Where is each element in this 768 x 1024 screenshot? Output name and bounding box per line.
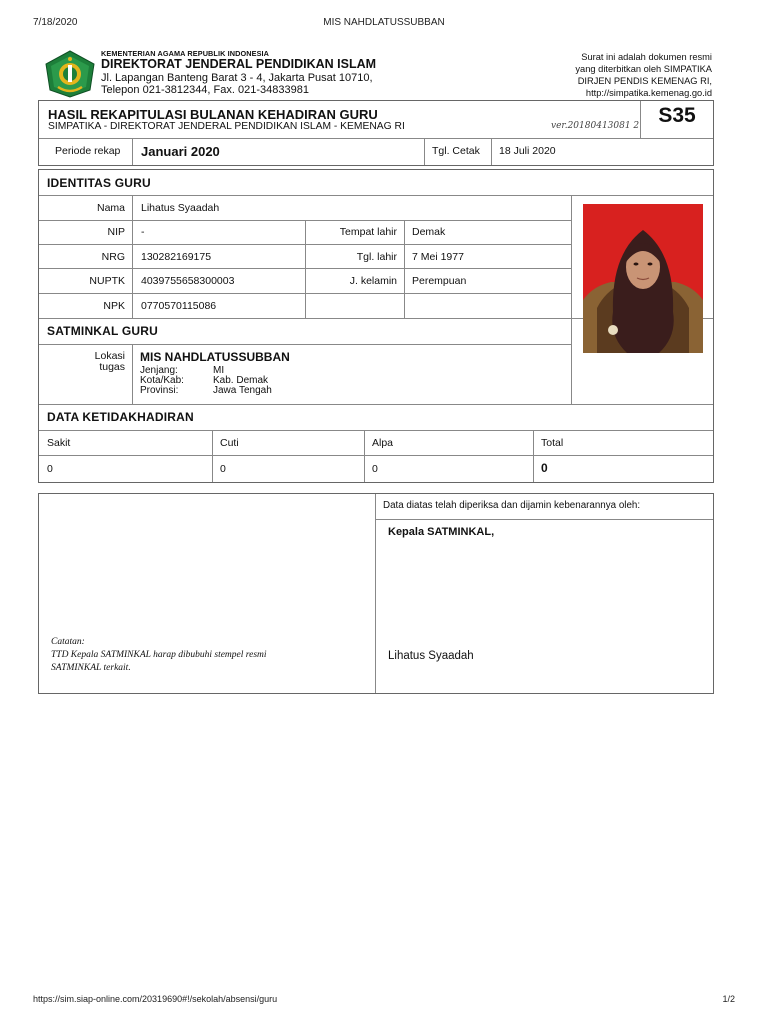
kota-value: Kab. Demak [213,375,269,386]
official-note [575,51,712,99]
official-note-line: DIRJEN PENDIS KEMENAG RI, [577,76,712,86]
period-label: Periode rekap [55,145,121,157]
tgl-lahir-value: 7 Mei 1977 [412,251,464,263]
absence-section-title: DATA KETIDAKHADIRAN [47,410,194,424]
report-title-box [38,100,714,166]
lokasi-label-line: tugas [99,361,125,373]
absence-value-cuti: 0 [220,463,226,475]
absence-header: Total [541,437,564,449]
report-title: HASIL REKAPITULASI BULANAN KEHADIRAN GURU [48,107,378,122]
nama-label: Nama [96,202,125,214]
tgl-lahir-label: Tgl. lahir [356,251,397,263]
teacher-data-box [38,169,714,483]
report-code: S35 [658,104,696,127]
nama-value: Lihatus Syaadah [141,202,220,214]
print-date-value: 18 Juli 2020 [499,145,556,157]
teacher-photo [583,204,703,353]
verify-text: Data diatas telah diperiksa dan dijamin kebenarannya oleh: [383,500,641,511]
jkelamin-label: J. kelamin [349,275,397,287]
official-note-line: Surat ini adalah dokumen resmi [581,52,712,62]
print-title: MIS NAHDLATUSSUBBAN [323,17,445,28]
version: ver.20180413081 2 [551,121,640,131]
absence-value-sakit: 0 [47,463,53,475]
jkelamin-value: Perempuan [412,275,467,287]
provinsi-label: Provinsi: [140,385,179,396]
lokasi-label-line: Lokasi [94,350,125,362]
nuptk-value: 4039755658300003 [141,275,235,287]
school-details [140,366,272,396]
official-note-link[interactable]: http://simpatika.kemenag.go.id [585,88,712,98]
absence-value-alpa: 0 [372,463,378,475]
absence-header: Sakit [47,437,71,449]
lokasi-label [39,351,125,373]
npk-value: 0770570115086 [141,300,217,312]
nip-value: - [141,226,145,238]
provinsi-value: Jawa Tengah [213,385,272,396]
absence-header: Alpa [372,437,394,449]
tempat-lahir-value: Demak [412,226,446,238]
nrg-label: NRG [101,251,125,263]
nip-label: NIP [107,226,125,238]
absence-value-total: 0 [541,461,548,475]
note-line: SATMINKAL terkait. [51,663,131,673]
ministry-name: KEMENTERIAN AGAMA REPUBLIK INDONESIA [101,49,270,58]
letterhead [101,50,376,96]
signature-box [38,493,714,694]
note-title: Catatan: [51,637,85,647]
signature-note [51,636,267,675]
signatory-name: Lihatus Syaadah [388,650,474,662]
nuptk-label: NUPTK [89,275,125,287]
directorate-name: DIREKTORAT JENDERAL PENDIDIKAN ISLAM [101,57,377,72]
print-url[interactable]: https://sim.siap-online.com/20319690#!/sekolah/absensi/guru [33,994,278,1004]
phone: Telepon 021-3812344, Fax. 021-34833981 [101,83,309,96]
signatory-role: Kepala SATMINKAL, [388,526,495,538]
print-date: 7/18/2020 [33,17,78,28]
address: Jl. Lapangan Banteng Barat 3 - 4, Jakarta Pusat 10710, [101,71,373,84]
jenjang-label: Jenjang: [140,365,178,376]
identity-section-title: IDENTITAS GURU [47,176,151,190]
print-date-label: Tgl. Cetak [432,145,480,157]
print-page: 1/2 [722,994,735,1004]
official-note-line: yang diterbitkan oleh SIMPATIKA [575,64,712,74]
satminkal-section-title: SATMINKAL GURU [47,324,159,338]
school-name: MIS NAHDLATUSSUBBAN [140,350,290,364]
npk-label: NPK [103,300,125,312]
period-value: Januari 2020 [141,144,220,159]
note-line: TTD Kepala SATMINKAL harap dibubuhi stempel resmi [51,650,267,660]
tempat-lahir-label: Tempat lahir [339,226,397,238]
kota-label: Kota/Kab: [140,375,184,386]
report-subtitle: SIMPATIKA - DIREKTORAT JENDERAL PENDIDIKAN ISLAM - KEMENAG RI [48,121,405,132]
jenjang-value: MI [213,365,225,376]
nrg-value: 130282169175 [141,251,212,263]
absence-header: Cuti [220,437,239,449]
kemenag-logo [44,50,96,98]
